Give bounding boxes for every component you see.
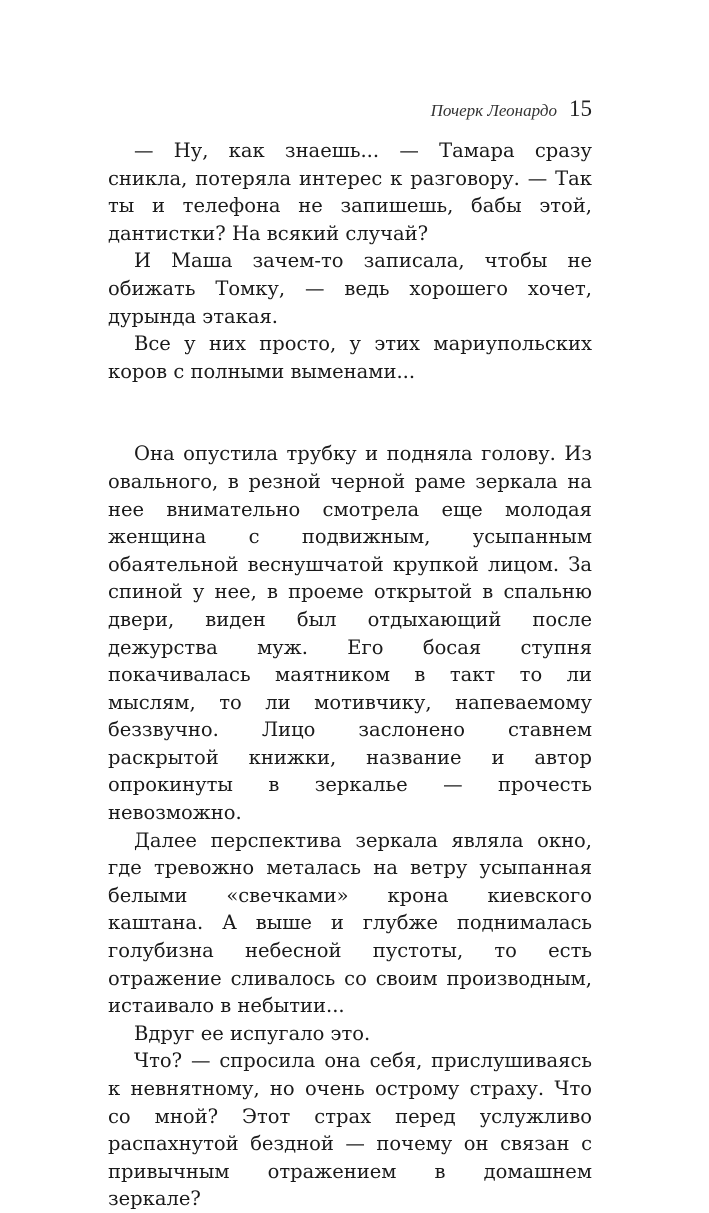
paragraph: Вдруг ее испугало это. <box>134 1021 371 1045</box>
section-break <box>108 385 592 440</box>
running-title: Почерк Леонардо <box>430 101 557 120</box>
paragraph: И Маша зачем-то записала, чтобы не обижать Томку, — ведь хорошего хочет, дурында этакая. <box>108 249 592 328</box>
body-text <box>108 137 592 1213</box>
paragraph: Она опустила трубку и подняла голову. Из овального, в резной черной раме зеркала на нее внимательно смотрела еще молодая женщина с подвижным, усыпанным обаятельной веснушчатой крупкой лицом. За спиной у нее, в проеме открытой в спальню двери, виден был отдыхающий после дежурства муж. Его босая ступня покачивалась маятником в такт то ли мыслям, то ли мотивчику, напеваемому беззвучно. Лицо заслонено ставнем раскрытой книжки, название и автор опрокинуты в зеркалье — прочесть невозможно. <box>108 442 592 825</box>
running-header <box>431 96 592 122</box>
paragraph: Далее перспектива зеркала являла окно, где тревожно металась на ветру усыпанная белыми «свечками» крона киевского каштана. А выше и глубже поднималась голубизна небесной пустоты, то есть отражение сливалось со своим производным, истаивало в небытии... <box>108 828 592 1018</box>
page-number: 15 <box>569 96 592 121</box>
paragraph: — Ну, как знаешь... — Тамара сразу сникла, потеряла интерес к разговору. — Так ты и телефона не запишешь, бабы этой, дантистки? На всякий случай? <box>108 139 592 245</box>
paragraph: Что? — спросила она себя, прислушиваясь к невнятному, но очень острому страху. Что со мной? Этот страх перед услужливо распахнутой бездной — почему он связан с привычным отражением в домашнем зеркале? <box>108 1049 592 1211</box>
paragraph: Все у них просто, у этих мариупольских коров с полными выменами... <box>108 332 592 383</box>
